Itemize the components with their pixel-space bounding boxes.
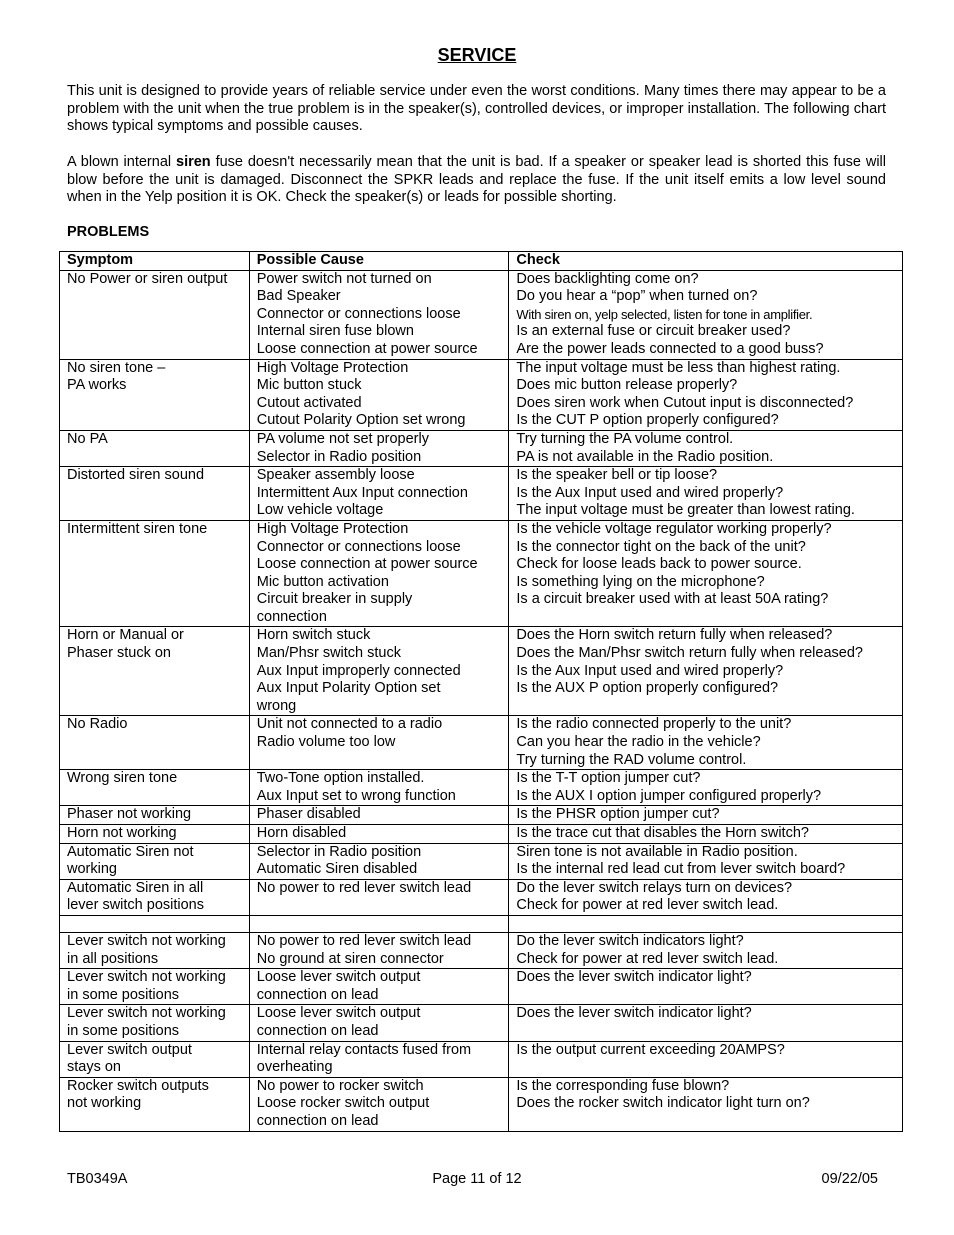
cell-possible-cause <box>249 1005 509 1041</box>
cell-line: Try turning the RAD volume control. <box>516 751 747 768</box>
cell-line: connection <box>256 608 327 625</box>
cell-line: No siren tone – <box>67 359 166 376</box>
cell-possible-cause <box>249 969 509 1005</box>
cell-line: Unit not connected to a radio <box>256 716 443 733</box>
cell-symptom <box>60 969 250 1005</box>
table-row <box>60 627 903 716</box>
table-row <box>60 843 903 879</box>
cell-line: Siren tone is not available in Radio position. <box>516 843 798 860</box>
cell-line: Mic button stuck <box>256 377 362 394</box>
cell-line: PA volume not set properly <box>256 430 429 447</box>
cell-line: The input voltage must be greater than lowest rating. <box>516 502 855 519</box>
cell-line: Loose lever switch output <box>256 969 421 986</box>
cell-line: Radio volume too low <box>256 734 396 751</box>
table-row <box>60 716 903 770</box>
cell-check <box>509 430 903 466</box>
table-row <box>60 1041 903 1077</box>
cell-line: Aux Input set to wrong function <box>256 787 456 804</box>
cell-line: Circuit breaker in supply <box>256 591 413 608</box>
cell-line: Distorted siren sound <box>67 467 205 484</box>
cell-check <box>509 770 903 806</box>
header-check: Check <box>509 252 903 271</box>
cell-line: Check for power at red lever switch lead. <box>516 897 779 914</box>
cell-line: Horn not working <box>67 825 177 841</box>
cell-line: Automatic Siren disabled <box>256 861 418 878</box>
cell-check <box>509 627 903 716</box>
cell-line: Cutout activated <box>256 394 362 411</box>
cell-symptom <box>60 1041 250 1077</box>
cell-line: Does siren work when Cutout input is disconnected? <box>516 394 854 411</box>
cell-line: High Voltage Protection <box>256 520 409 537</box>
cell-check <box>509 915 903 932</box>
cell-line: Horn switch stuck <box>256 627 371 644</box>
cell-line: Lever switch not working <box>67 969 226 986</box>
cell-symptom <box>60 770 250 806</box>
cell-line: Is the output current exceeding 20AMPS? <box>516 1041 785 1058</box>
cell-line: No power to red lever switch lead <box>256 879 472 896</box>
cell-line: Selector in Radio position <box>256 843 422 860</box>
cell-line: Does mic button release properly? <box>516 377 738 394</box>
cell-line: Does the Man/Phsr switch return fully when released? <box>516 645 863 662</box>
cell-line: Check for power at red lever switch lead. <box>516 950 779 967</box>
cell-line: Is the trace cut that disables the Horn switch? <box>516 825 809 841</box>
cell-line: Intermittent siren tone <box>67 520 208 537</box>
cell-line: Selector in Radio position <box>256 448 422 465</box>
cell-line: No power to rocker switch <box>256 1077 424 1094</box>
cell-line: Does the lever switch indicator light? <box>516 969 752 986</box>
cell-line: Is the AUX P option properly configured? <box>516 680 779 697</box>
cell-symptom <box>60 879 250 915</box>
cell-line: No ground at siren connector <box>256 950 444 967</box>
cell-symptom <box>60 915 250 932</box>
cell-line: Connector or connections loose <box>256 305 461 322</box>
cell-symptom <box>60 716 250 770</box>
cell-line: Lever switch not working <box>67 932 226 949</box>
cell-line: Is the Aux Input used and wired properly? <box>516 484 784 501</box>
cell-line: in some positions <box>67 1022 180 1039</box>
cell-possible-cause <box>249 825 509 844</box>
cell-line: Mic button activation <box>256 573 389 590</box>
cell-line: Is an external fuse or circuit breaker used? <box>516 323 791 340</box>
cell-check <box>509 932 903 968</box>
cell-symptom <box>60 520 250 627</box>
cell-possible-cause <box>249 879 509 915</box>
cell-line: PA is not available in the Radio position. <box>516 448 774 465</box>
problems-table-body <box>60 270 903 1131</box>
cell-line: in all positions <box>67 950 159 967</box>
cell-possible-cause <box>249 806 509 825</box>
cell-symptom <box>60 932 250 968</box>
cell-line: Loose rocker switch output <box>256 1095 430 1112</box>
cell-line: lever switch positions <box>67 897 204 914</box>
fuse-note-paragraph <box>67 154 886 207</box>
cell-check <box>509 843 903 879</box>
cell-symptom <box>60 825 250 844</box>
cell-line: Power switch not turned on <box>256 270 432 287</box>
cell-check <box>509 1077 903 1131</box>
cell-line: Does the rocker switch indicator light turn on? <box>516 1095 810 1112</box>
cell-line: Loose connection at power source <box>256 556 478 573</box>
cell-line: Does backlighting come on? <box>516 270 699 287</box>
cell-line: Horn disabled <box>256 825 347 841</box>
cell-possible-cause <box>249 359 509 430</box>
cell-line: Is the radio connected properly to the unit? <box>516 716 792 733</box>
cell-check <box>509 716 903 770</box>
table-row <box>60 932 903 968</box>
cell-line: Is something lying on the microphone? <box>516 573 765 590</box>
cell-line: No PA <box>67 430 108 447</box>
cell-line: The input voltage must be less than highest rating. <box>516 359 841 376</box>
cell-line: overheating <box>256 1059 333 1076</box>
cell-line: Connector or connections loose <box>256 538 461 555</box>
cell-line: connection on lead <box>256 986 379 1003</box>
cell-line: connection on lead <box>256 1022 379 1039</box>
cell-check <box>509 1041 903 1077</box>
cell-line: Cutout Polarity Option set wrong <box>256 412 466 429</box>
cell-line: Is the connector tight on the back of the unit? <box>516 538 806 555</box>
cell-possible-cause <box>249 520 509 627</box>
page-number: Page 11 of 12 <box>432 1171 522 1187</box>
cell-check <box>509 879 903 915</box>
cell-check <box>509 520 903 627</box>
cell-check <box>509 1005 903 1041</box>
cell-line: connection on lead <box>256 1112 379 1129</box>
cell-line: No power to red lever switch lead <box>256 932 472 949</box>
table-header-row <box>60 252 903 271</box>
cell-symptom <box>60 467 250 521</box>
cell-line: Loose connection at power source <box>256 340 478 357</box>
cell-possible-cause <box>249 1041 509 1077</box>
problems-table <box>59 251 903 1132</box>
cell-line: Is the PHSR option jumper cut? <box>516 806 720 823</box>
cell-possible-cause <box>249 843 509 879</box>
cell-possible-cause <box>249 1077 509 1131</box>
table-row <box>60 1005 903 1041</box>
cell-line: No Radio <box>67 716 128 733</box>
doc-date: 09/22/05 <box>821 1171 878 1187</box>
cell-line: Does the Horn switch return fully when released? <box>516 627 833 644</box>
table-row <box>60 430 903 466</box>
table-row <box>60 770 903 806</box>
cell-possible-cause <box>249 270 509 359</box>
cell-line: Rocker switch outputs <box>67 1077 209 1094</box>
cell-line: No Power or siren output <box>67 270 228 287</box>
cell-line: Phaser disabled <box>256 806 361 823</box>
cell-line: Horn or Manual or <box>67 627 184 644</box>
cell-line: in some positions <box>67 986 180 1003</box>
cell-line: Is the speaker bell or tip loose? <box>516 467 718 484</box>
cell-line: Do you hear a “pop” when turned on? <box>516 288 758 305</box>
header-symptom: Symptom <box>60 252 250 271</box>
cell-line: wrong <box>256 697 297 714</box>
cell-line: Do the lever switch indicators light? <box>516 932 744 949</box>
cell-symptom <box>60 1077 250 1131</box>
cell-symptom <box>60 627 250 716</box>
cell-check <box>509 969 903 1005</box>
table-row <box>60 969 903 1005</box>
cell-possible-cause <box>249 915 509 932</box>
cell-line: Man/Phsr switch stuck <box>256 645 401 662</box>
cell-possible-cause <box>249 716 509 770</box>
cell-line: Two-Tone option installed. <box>256 770 425 787</box>
table-row <box>60 879 903 915</box>
table-row <box>60 1077 903 1131</box>
fuse-note-emphasis: siren <box>176 154 211 170</box>
cell-symptom <box>60 806 250 825</box>
fuse-note-text: A blown internal <box>67 154 176 170</box>
cell-symptom <box>60 430 250 466</box>
cell-line: stays on <box>67 1059 121 1076</box>
header-possible-cause: Possible Cause <box>249 252 509 271</box>
cell-line: Is the CUT P option properly configured? <box>516 412 779 429</box>
cell-possible-cause <box>249 467 509 521</box>
cell-line: Check for loose leads back to power source. <box>516 556 802 573</box>
cell-line: Can you hear the radio in the vehicle? <box>516 734 761 751</box>
fuse-note-text: fuse doesn't necessarily mean that the unit is bad. If a speaker or speaker lead is shorted this fuse will blow before the unit is damaged. Disconnect the SPKR leads and replace the fuse. If the unit itself emits a low level sound when in the Yelp position it is OK. Check the speaker(s) or leads for possible shorting. <box>67 154 886 206</box>
cell-line: Automatic Siren in all <box>67 879 204 896</box>
cell-check <box>509 270 903 359</box>
cell-line: Aux Input Polarity Option set <box>256 680 441 697</box>
cell-line: not working <box>67 1095 142 1112</box>
cell-line: Is the internal red lead cut from lever switch board? <box>516 861 846 878</box>
cell-line: Does the lever switch indicator light? <box>516 1005 752 1022</box>
cell-line: Speaker assembly loose <box>256 467 415 484</box>
cell-line: Is the AUX I option jumper configured properly? <box>516 787 822 804</box>
cell-line: Is the corresponding fuse blown? <box>516 1077 730 1094</box>
cell-line: Low vehicle voltage <box>256 502 384 519</box>
page-title: SERVICE <box>437 45 517 65</box>
cell-possible-cause <box>249 932 509 968</box>
problems-heading: PROBLEMS <box>67 224 150 240</box>
cell-line: High Voltage Protection <box>256 359 409 376</box>
table-row <box>60 359 903 430</box>
cell-line: working <box>67 861 117 878</box>
cell-check <box>509 806 903 825</box>
cell-symptom <box>60 843 250 879</box>
cell-line: Are the power leads connected to a good buss? <box>516 340 824 357</box>
cell-line: Try turning the PA volume control. <box>516 430 734 447</box>
cell-line: Internal siren fuse blown <box>256 323 414 340</box>
table-row <box>60 915 903 932</box>
cell-check <box>509 825 903 844</box>
cell-line: Internal relay contacts fused from <box>256 1041 472 1058</box>
table-row <box>60 270 903 359</box>
cell-possible-cause <box>249 627 509 716</box>
cell-symptom <box>60 359 250 430</box>
cell-line: Lever switch output <box>67 1041 192 1058</box>
cell-line: Phaser stuck on <box>67 645 171 662</box>
cell-line: With siren on, yelp selected, listen for tone in amplifier. <box>516 306 813 322</box>
intro-paragraph: This unit is designed to provide years of reliable service under even the worst conditions. Many times there may appear to be a problem with the unit when the true problem is in the speaker(s), controlled devices, or improper installation. The following chart shows typical symptoms and possible causes. <box>67 83 886 135</box>
cell-line: Is the vehicle voltage regulator working properly? <box>516 520 832 537</box>
cell-line: Is the Aux Input used and wired properly? <box>516 662 784 679</box>
cell-line: PA works <box>67 377 127 394</box>
table-row <box>60 467 903 521</box>
cell-symptom <box>60 270 250 359</box>
cell-line: Is the T-T option jumper cut? <box>516 770 701 787</box>
cell-line: Automatic Siren not <box>67 843 194 860</box>
cell-line: Lever switch not working <box>67 1005 226 1022</box>
doc-number: TB0349A <box>67 1171 128 1187</box>
cell-line: Loose lever switch output <box>256 1005 421 1022</box>
cell-line: Do the lever switch relays turn on devices? <box>516 879 793 896</box>
cell-line: Phaser not working <box>67 806 192 823</box>
cell-line: Intermittent Aux Input connection <box>256 484 468 501</box>
table-row <box>60 825 903 844</box>
table-row <box>60 520 903 627</box>
cell-line: Wrong siren tone <box>67 770 178 787</box>
cell-line: Is a circuit breaker used with at least 50A rating? <box>516 591 829 608</box>
cell-line: Bad Speaker <box>256 288 341 305</box>
cell-symptom <box>60 1005 250 1041</box>
table-row <box>60 806 903 825</box>
cell-possible-cause <box>249 430 509 466</box>
cell-possible-cause <box>249 770 509 806</box>
cell-check <box>509 467 903 521</box>
cell-line: Aux Input improperly connected <box>256 662 461 679</box>
cell-check <box>509 359 903 430</box>
